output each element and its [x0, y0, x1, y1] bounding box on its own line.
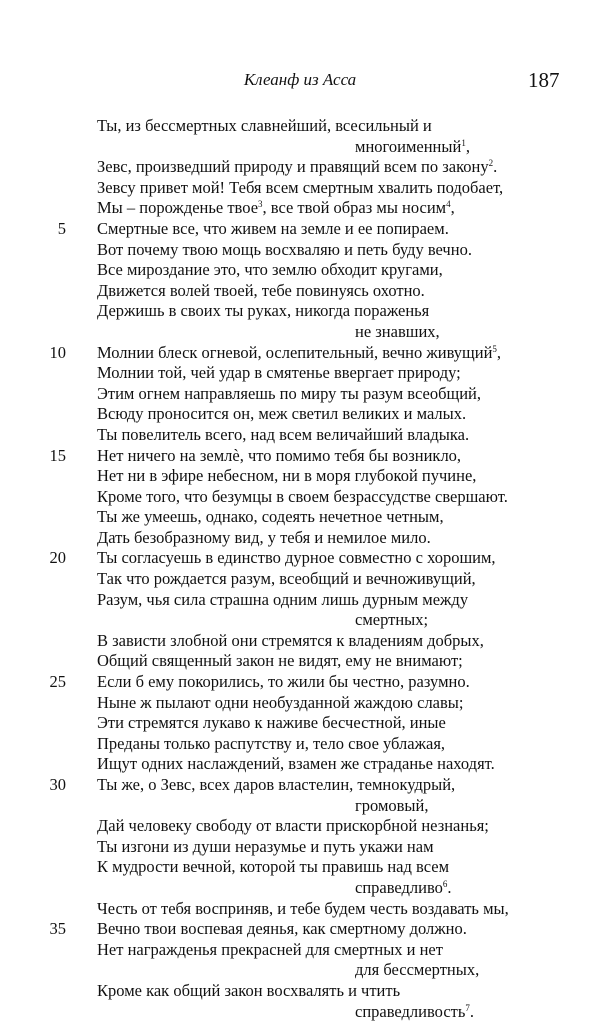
- line-number: 25: [49, 672, 66, 692]
- poem-line: [0, 548, 600, 569]
- verse-segment: Так что рождается разум, всеобщий и вечноживущий,: [97, 569, 476, 589]
- verse-text: [97, 693, 463, 714]
- poem-line: [0, 240, 600, 261]
- verse-segment: Общий священный закон не видят, ему не внимают;: [97, 651, 463, 671]
- verse-text: [97, 569, 476, 590]
- verse-segment: ,: [496, 342, 502, 362]
- poem-line: [0, 219, 600, 240]
- verse-text: [355, 796, 428, 817]
- verse-segment: Зевс, произведший природу и правящий всем по закону: [97, 157, 489, 177]
- verse-text: [97, 548, 496, 569]
- verse-text: [97, 899, 509, 920]
- footnote-marker: 2: [488, 158, 494, 169]
- poem-line: [0, 343, 600, 364]
- verse-segment: Разум, чья сила страшна одним лишь дурным между: [97, 589, 469, 609]
- verse-text: [97, 384, 481, 405]
- footnote-marker: 7: [465, 1002, 470, 1013]
- verse-text: [97, 198, 455, 219]
- poem-line: [0, 940, 600, 961]
- poem-line: [0, 157, 600, 178]
- poem-line-continuation: [0, 1002, 600, 1022]
- poem-line: [0, 446, 600, 467]
- verse-text: [355, 960, 479, 981]
- poem-line: [0, 672, 600, 693]
- line-number: 5: [57, 218, 66, 238]
- verse-text: [97, 157, 497, 178]
- verse-text: [355, 610, 428, 631]
- line-number: 30: [49, 775, 66, 794]
- line-number: 10: [49, 342, 66, 362]
- verse-text: [355, 1002, 474, 1022]
- verse-segment: многоименный: [355, 136, 462, 156]
- poem-line: [0, 693, 600, 714]
- poem-line: [0, 631, 600, 652]
- verse-text: [97, 651, 463, 672]
- verse-segment: Молнии той, чей удар в смятенье ввергает природу;: [97, 363, 461, 383]
- poem-line: [0, 528, 600, 549]
- poem-line: [0, 363, 600, 384]
- verse-segment: Все мироздание это, что землю обходит кругами,: [97, 260, 443, 280]
- verse-segment: не знавших,: [355, 321, 440, 341]
- verse-text: [97, 816, 489, 837]
- poem-line-continuation: [0, 960, 600, 981]
- poem-line: [0, 507, 600, 528]
- verse-text: [97, 178, 503, 199]
- poem-line: [0, 466, 600, 487]
- verse-segment: .: [469, 1001, 475, 1021]
- verse-segment: Молнии блеск огневой, ослепительный, вечно живущий: [97, 342, 493, 362]
- verse-segment: Дай человеку свободу от власти прискорбной незнанья;: [97, 816, 489, 836]
- verse-segment: Вот почему твою мощь восхваляю и петь буду вечно.: [97, 239, 472, 259]
- verse-text: [97, 446, 461, 467]
- poem-line: [0, 178, 600, 199]
- poem-line: [0, 981, 600, 1002]
- verse-segment: Держишь в своих ты руках, никогда пораженья: [97, 301, 430, 321]
- verse-text: [97, 940, 443, 961]
- verse-text: [355, 322, 440, 343]
- verse-text: [97, 343, 501, 364]
- verse-text: [97, 219, 449, 240]
- poem-line: [0, 713, 600, 734]
- verse-segment: Ищут одних наслаждений, взамен же страданье находят.: [97, 754, 495, 774]
- verse-text: [97, 590, 468, 611]
- poem-line: [0, 651, 600, 672]
- verse-text: [97, 837, 434, 858]
- line-number: 35: [49, 919, 66, 939]
- verse-segment: Ты согласуешь в единство дурное совместно с хорошим,: [97, 548, 496, 568]
- verse-segment: Движется волей твоей, тебе повинуясь охотно.: [97, 280, 425, 300]
- verse-segment: .: [447, 877, 452, 897]
- verse-text: [355, 878, 452, 899]
- poem-line: [0, 198, 600, 219]
- verse-segment: Честь от тебя восприняв, и тебе будем честь воздавать мы,: [97, 898, 509, 918]
- verse-segment: Ты изгони из души неразумье и путь укажи нам: [97, 836, 434, 856]
- verse-segment: Ты повелитель всего, над всем величайший владыка.: [97, 424, 470, 444]
- verse-segment: .: [493, 157, 498, 177]
- poem-line: [0, 857, 600, 878]
- verse-segment: Кроме как общий закон восхвалять и чтить: [97, 980, 401, 1000]
- verse-segment: громовый,: [355, 795, 429, 815]
- poem-line: [0, 384, 600, 405]
- verse-segment: Ты же, о Зевс, всех даров властелин, темнокудрый,: [97, 775, 456, 794]
- poem-line: [0, 775, 600, 796]
- footnote-marker: 4: [446, 199, 451, 210]
- verse-text: [97, 919, 467, 940]
- verse-segment: Ты же умеешь, однако, содеять нечетное четным,: [97, 507, 444, 527]
- verse-text: [97, 116, 432, 137]
- verse-segment: справедливость: [355, 1001, 466, 1021]
- verse-segment: для бессмертных,: [355, 960, 480, 980]
- footnote-marker: 3: [258, 199, 263, 210]
- verse-segment: Мы – порожденье твое: [97, 198, 259, 218]
- poem-line: [0, 116, 600, 137]
- verse-segment: ,: [450, 198, 455, 218]
- verse-text: [97, 281, 425, 302]
- poem-line: [0, 590, 600, 611]
- poem-line: [0, 837, 600, 858]
- verse-segment: Преданы только распутству и, тело свое ублажая,: [97, 733, 446, 753]
- poem-line-continuation: [0, 610, 600, 631]
- poem-line: [0, 281, 600, 302]
- verse-segment: Если б ему покорились, то жили бы честно, разумно.: [97, 672, 470, 692]
- verse-segment: Нет награжденья прекрасней для смертных и нет: [97, 939, 443, 959]
- verse-segment: К мудрости вечной, которой ты правишь над всем: [97, 857, 450, 877]
- poem-line: [0, 301, 600, 322]
- verse-text: [97, 528, 431, 549]
- verse-text: [97, 240, 472, 261]
- verse-text: [97, 754, 495, 775]
- verse-text: [97, 981, 400, 1002]
- verse-text: [97, 487, 508, 508]
- verse-text: [97, 260, 443, 281]
- verse-text: [97, 404, 466, 425]
- verse-segment: , все твой образ мы носим: [262, 198, 447, 218]
- poem-line: [0, 425, 600, 446]
- verse-segment: Эти стремятся лукаво к наживе бесчестной, иные: [97, 713, 446, 733]
- line-number: 20: [49, 548, 66, 568]
- verse-text: [97, 425, 469, 446]
- verse-text: [97, 301, 429, 322]
- poem-line-continuation: [0, 322, 600, 343]
- poem-line: [0, 487, 600, 508]
- running-header-title: Клеанф из Асса: [243, 70, 357, 89]
- verse-segment: справедливо: [355, 877, 443, 897]
- poem-line: [0, 919, 600, 940]
- poem-line: [0, 569, 600, 590]
- verse-segment: Зевсу привет мой! Тебя всем смертным хвалить подобает,: [97, 177, 504, 197]
- verse-segment: Нет ни в эфире небесном, ни в моря глубокой пучине,: [97, 466, 477, 486]
- verse-text: [97, 713, 446, 734]
- verse-segment: Всюду проносится он, меж светил великих и малых.: [97, 404, 467, 424]
- poem-line-continuation: [0, 796, 600, 817]
- verse-text: [97, 734, 445, 755]
- verse-segment: Вечно твои воспевая деянья, как смертному должно.: [97, 919, 467, 939]
- verse-segment: Этим огнем направляешь по миру ты разум всеобщий,: [97, 383, 481, 403]
- poem-line-continuation: [0, 878, 600, 899]
- verse-segment: Смертные все, что живем на земле и ее попираем.: [97, 218, 449, 238]
- line-number: 15: [49, 445, 66, 465]
- page-number: 187: [528, 68, 560, 92]
- poem-line: [0, 734, 600, 755]
- verse-text: [97, 363, 461, 384]
- verse-segment: ,: [465, 136, 470, 156]
- verse-text: [97, 507, 444, 528]
- poem-line: [0, 260, 600, 281]
- verse-segment: Кроме того, что безумцы в своем безрассудстве свершают.: [97, 486, 508, 506]
- poem-body: [0, 116, 600, 1022]
- poem-line: [0, 754, 600, 775]
- verse-segment: смертных;: [355, 610, 429, 630]
- poem-line-continuation: [0, 137, 600, 158]
- footnote-marker: 1: [461, 137, 466, 148]
- footnote-marker: 5: [492, 343, 497, 354]
- verse-segment: Нет ничего на землѐ, что помимо тебя бы возникло,: [97, 445, 462, 465]
- verse-segment: В зависти злобной они стремятся к владениям добрых,: [97, 630, 484, 650]
- verse-text: [97, 775, 455, 796]
- verse-text: [97, 672, 470, 693]
- verse-segment: Ныне ж пылают одни необузданной жаждою славы;: [97, 692, 464, 712]
- verse-text: [97, 857, 449, 878]
- verse-segment: Дать безобразному вид, у тебя и немилое мило.: [97, 527, 431, 547]
- verse-text: [355, 137, 470, 158]
- verse-text: [97, 466, 476, 487]
- verse-text: [97, 631, 484, 652]
- poem-line: [0, 404, 600, 425]
- verse-segment: Ты, из бессмертных славнейший, всесильный и: [97, 116, 432, 135]
- poem-line: [0, 816, 600, 837]
- poem-line: [0, 899, 600, 920]
- footnote-marker: 6: [442, 878, 448, 889]
